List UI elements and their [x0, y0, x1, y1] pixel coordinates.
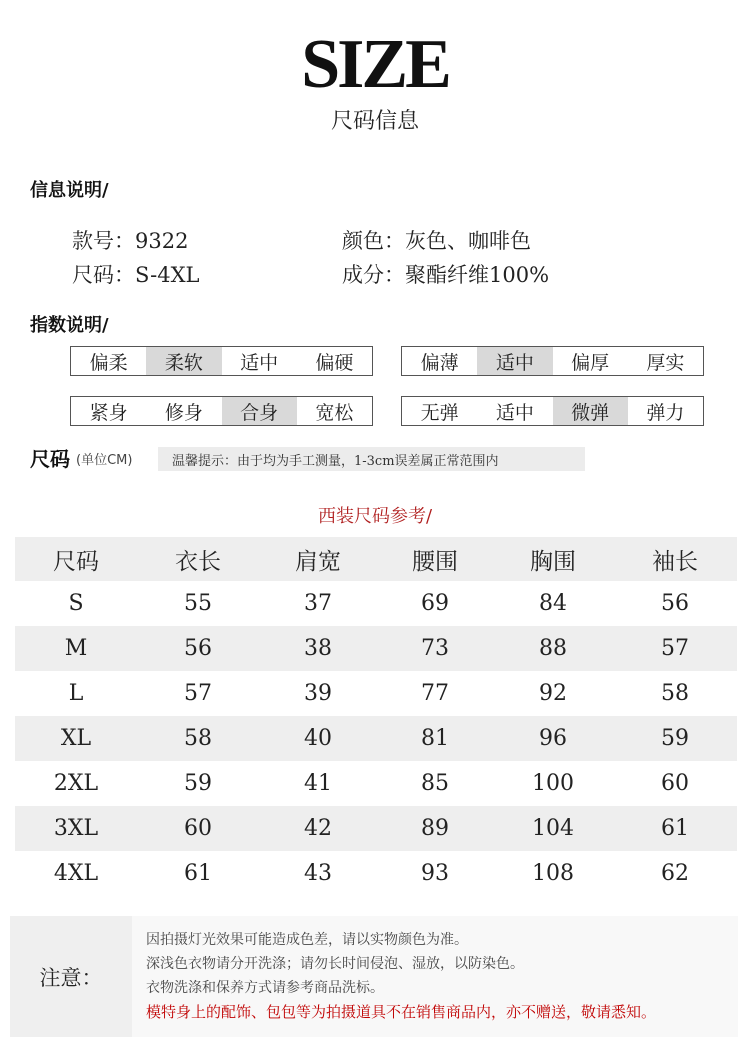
fit-option: 合身: [222, 397, 297, 425]
measure-cell: 60: [661, 771, 689, 796]
measure-cell: 55: [184, 591, 212, 616]
table-row: [15, 806, 737, 851]
measure-cell: 104: [532, 816, 574, 841]
stretch-option: 弹力: [646, 401, 685, 424]
table-header-row: [15, 537, 737, 581]
table-row: [15, 671, 737, 716]
notice-warning: 模特身上的配饰、包包等为拍摄道具不在销售商品内，亦不赠送，敬请悉知。: [146, 1003, 657, 1021]
table-header-cell: 肩宽: [295, 548, 341, 575]
measure-cell: 38: [304, 636, 332, 661]
size-label: 尺码: [30, 447, 70, 471]
table-header-cell: 尺码: [53, 548, 99, 575]
measure-cell: 89: [421, 816, 449, 841]
measure-cell: 92: [539, 681, 567, 706]
softness-option: 适中: [240, 351, 279, 374]
style-number: 款号：9322: [72, 229, 189, 253]
index-heading: 指数说明/: [30, 315, 109, 336]
stretch-index: [401, 396, 704, 426]
table-header-cell: 袖长: [652, 548, 698, 575]
size-cell: 4XL: [53, 861, 99, 886]
measure-cell: 58: [184, 726, 212, 751]
measure-cell: 96: [539, 726, 567, 751]
softness-option: 柔软: [146, 347, 221, 375]
table-row: [15, 581, 737, 626]
size-cell: L: [68, 681, 84, 706]
measure-cell: 57: [661, 636, 689, 661]
table-row: [15, 626, 737, 671]
measure-cell: 93: [421, 861, 449, 886]
size-cell: 2XL: [53, 771, 99, 796]
fit-index: [70, 396, 373, 426]
size-range: 尺码：S-4XL: [72, 263, 200, 287]
size-subtitle: 尺码信息: [330, 109, 419, 134]
stretch-option: 无弹: [420, 401, 459, 424]
notice-lines: [132, 916, 738, 1037]
notice-line: 深浅色衣物请分开洗涤；请勿长时间侵泡、湿放，以防染色。: [146, 956, 524, 972]
measure-cell: 81: [421, 726, 449, 751]
measure-cell: 59: [184, 771, 212, 796]
measure-cell: 60: [184, 816, 212, 841]
measure-cell: 61: [661, 816, 689, 841]
measure-cell: 58: [661, 681, 689, 706]
table-header-cell: 胸围: [530, 548, 576, 575]
measure-cell: 73: [421, 636, 449, 661]
size-cell: M: [64, 636, 88, 661]
softness-index: [70, 346, 373, 376]
fit-option: 修身: [164, 401, 203, 424]
measure-cell: 84: [539, 591, 567, 616]
fit-option: 宽松: [315, 401, 354, 424]
table-title: 西装尺码参考/: [317, 506, 433, 527]
stretch-option: 适中: [495, 401, 534, 424]
thickness-option: 适中: [477, 347, 552, 375]
table-row: [15, 761, 737, 806]
notice-line: 因拍摄灯光效果可能造成色差，请以实物颜色为准。: [146, 932, 468, 948]
measure-cell: 39: [304, 681, 332, 706]
material-info: 成分：聚酯纤维100%: [342, 263, 550, 287]
measure-cell: 56: [184, 636, 212, 661]
measure-cell: 100: [532, 771, 574, 796]
measure-cell: 77: [421, 681, 449, 706]
thickness-index: [401, 346, 704, 376]
measure-cell: 62: [661, 861, 689, 886]
measure-cell: 42: [304, 816, 332, 841]
page-header: [0, 28, 750, 135]
thickness-option: 偏厚: [571, 351, 610, 374]
notice-title: 注意：: [39, 965, 103, 990]
size-cell: XL: [60, 726, 92, 751]
fit-option: 紧身: [89, 401, 128, 424]
measure-cell: 57: [184, 681, 212, 706]
measure-tip: [158, 447, 585, 471]
size-cell: 3XL: [53, 816, 99, 841]
notice-box: [10, 916, 738, 1037]
size-table: [15, 537, 737, 896]
thickness-option: 厚实: [646, 351, 685, 374]
measure-cell: 43: [304, 861, 332, 886]
color-info: 颜色：灰色、咖啡色: [342, 229, 531, 253]
table-header-cell: 衣长: [175, 548, 221, 575]
thickness-option: 偏薄: [420, 351, 459, 374]
measure-cell: 56: [661, 591, 689, 616]
info-heading: 信息说明/: [30, 180, 109, 201]
measure-cell: 41: [304, 771, 332, 796]
measure-cell: 61: [184, 861, 212, 886]
measure-cell: 40: [304, 726, 332, 751]
stretch-option: 微弹: [553, 397, 628, 425]
measure-cell: 85: [421, 771, 449, 796]
table-row: [15, 716, 737, 761]
measure-cell: 108: [532, 861, 574, 886]
softness-option: 偏柔: [89, 351, 128, 374]
table-body: [15, 581, 737, 896]
notice-line: 衣物洗涤和保养方式请参考商品洗标。: [146, 980, 384, 996]
size-unit: (单位CM): [76, 453, 133, 468]
table-row: [15, 851, 737, 896]
softness-option: 偏硬: [315, 351, 354, 374]
measure-cell: 88: [539, 636, 567, 661]
size-title: SIZE: [301, 26, 449, 103]
measure-cell: 59: [661, 726, 689, 751]
size-cell: S: [68, 591, 84, 616]
measure-tip-text: 温馨提示：由于均为手工测量，1-3cm误差属正常范围内: [172, 453, 499, 469]
table-header-cell: 腰围: [412, 548, 458, 575]
measure-cell: 69: [421, 591, 449, 616]
measure-cell: 37: [304, 591, 332, 616]
